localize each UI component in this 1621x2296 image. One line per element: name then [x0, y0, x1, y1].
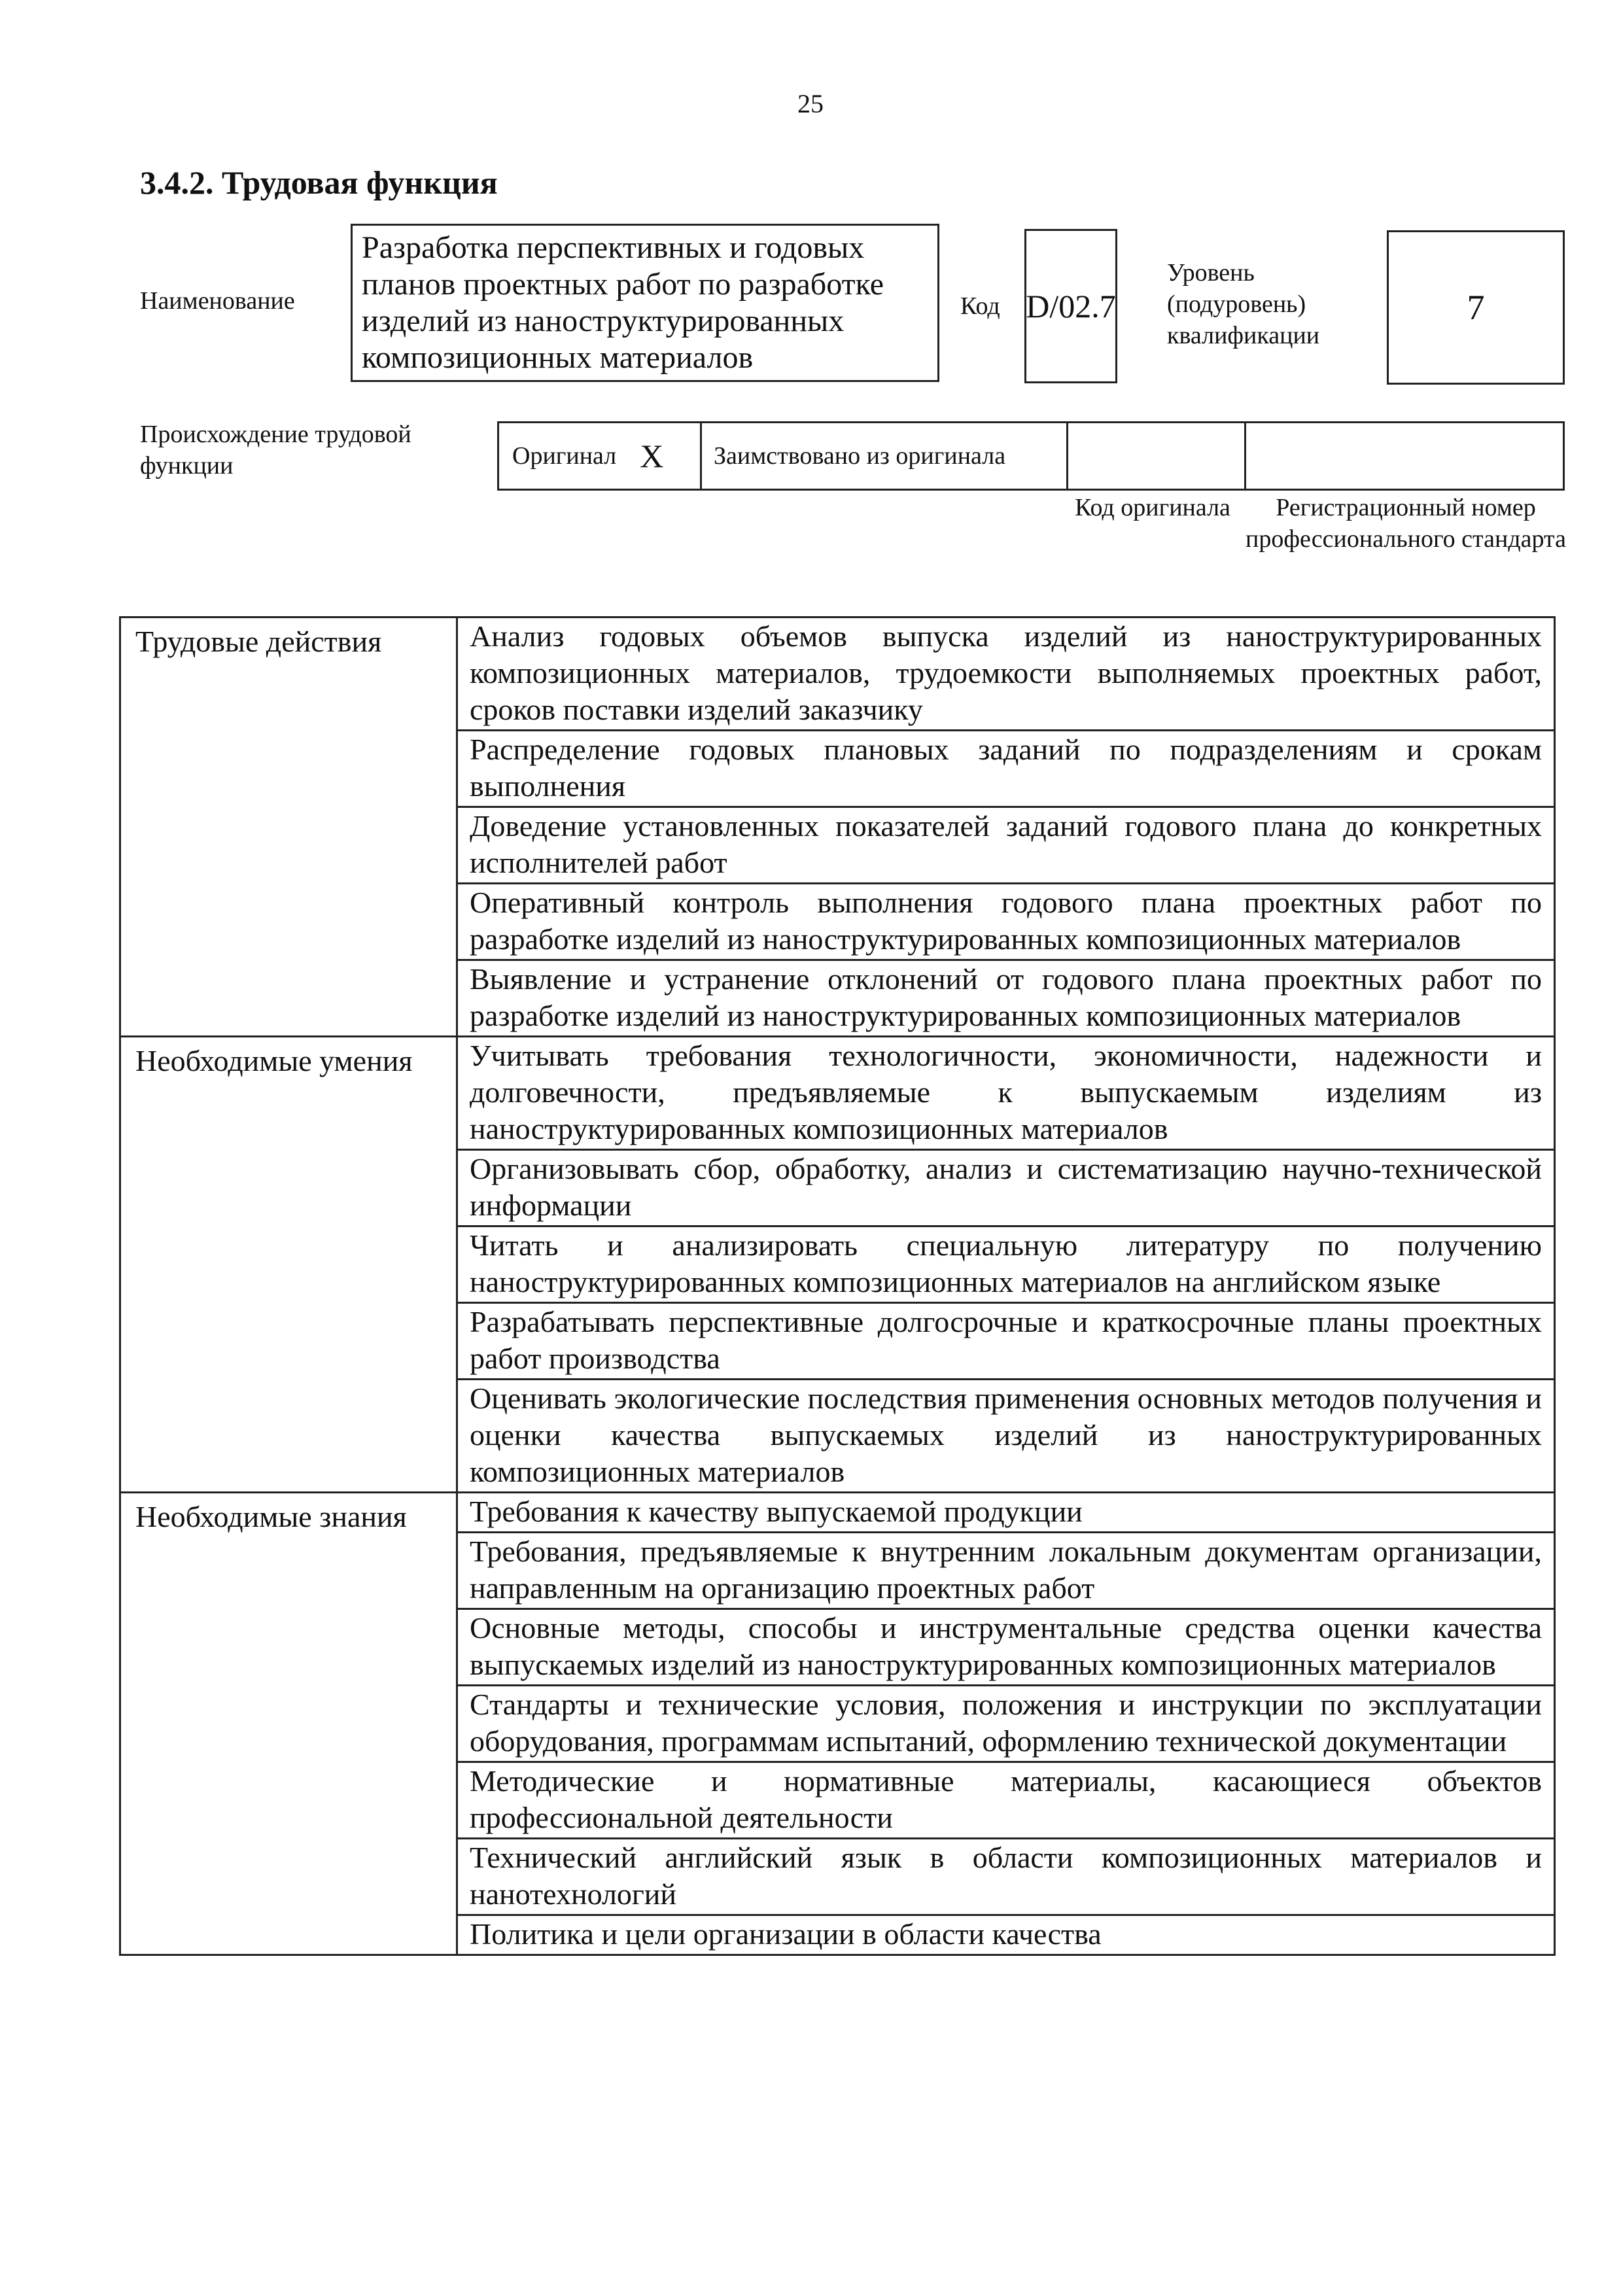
level-value: 7 — [1467, 288, 1485, 327]
origin-row — [497, 421, 1565, 491]
code-caption: Код оригинала — [1075, 494, 1230, 521]
table-row — [120, 1037, 1555, 1150]
table-cell: Оперативный контроль выполнения годового плана проектных работ по разработке изделий из наноструктурированных композиционных материалов — [457, 884, 1555, 960]
function-name-box — [351, 224, 939, 382]
section-title-cell: Трудовые действия — [120, 617, 457, 1037]
table-cell: Распределение годовых плановых заданий по подразделениям и срокам выполнения — [457, 731, 1555, 807]
code-box — [1024, 229, 1117, 383]
table-row — [120, 617, 1555, 731]
table-row — [120, 1493, 1555, 1533]
origin-borrowed-cell — [702, 423, 1068, 489]
table-cell: Читать и анализировать специальную литературу по получению наноструктурированных композиционных материалов на английском языке — [457, 1226, 1555, 1303]
name-label: Наименование — [140, 287, 295, 315]
table-cell: Анализ годовых объемов выпуска изделий из наноструктурированных композиционных материалов, трудоемкости выполняемых проектных работ, сроков поставки изделий заказчику — [457, 617, 1555, 731]
origin-original-cell — [499, 423, 702, 489]
code-value: D/02.7 — [1026, 288, 1116, 324]
reg-caption: Регистрационный номер профессионального стандарта — [1246, 494, 1566, 553]
function-name-value: Разработка перспективных и годовых планов проектных работ по разработке изделий из наноструктурированных композиционных материалов — [362, 230, 884, 375]
level-box — [1387, 230, 1565, 385]
table-cell: Требования к качеству выпускаемой продукции — [457, 1493, 1555, 1533]
table-cell: Технический английский язык в области композиционных материалов и нанотехнологий — [457, 1839, 1555, 1915]
origin-label: Происхождение трудовой функции — [140, 421, 411, 479]
table-cell: Оценивать экологические последствия применения основных методов получения и оценки качества выпускаемых изделий из наноструктурированных композиционных материалов — [457, 1380, 1555, 1493]
section-title-cell: Необходимые умения — [120, 1037, 457, 1493]
section-title-cell: Необходимые знания — [120, 1493, 457, 1955]
table-cell: Методические и нормативные материалы, касающиеся объектов профессиональной деятельности — [457, 1762, 1555, 1839]
table-cell: Требования, предъявляемые к внутренним локальным документам организации, направленным на организацию проектных работ — [457, 1533, 1555, 1609]
origin-code-cell — [1068, 423, 1246, 489]
origin-reg-cell — [1246, 423, 1563, 489]
table-cell: Учитывать требования технологичности, экономичности, надежности и долговечности, предъявляемые к выпускаемым изделиям из наноструктурированных композиционных материалов — [457, 1037, 1555, 1150]
section-title: 3.4.2. Трудовая функция — [140, 164, 498, 201]
borrowed-label: Заимствовано из оригинала — [714, 442, 1006, 470]
table-cell: Стандарты и технические условия, положения и инструкции по эксплуатации оборудования, программам испытаний, оформлению технической документации — [457, 1686, 1555, 1762]
code-label: Код — [960, 292, 1000, 320]
table-cell: Политика и цели организации в области качества — [457, 1915, 1555, 1955]
labor-function-table — [119, 616, 1556, 1956]
table-cell: Выявление и устранение отклонений от годового плана проектных работ по разработке изделий из наноструктурированных композиционных материалов — [457, 960, 1555, 1037]
level-label: Уровень (подуровень) квалификации — [1167, 259, 1320, 349]
original-mark: X — [640, 438, 664, 474]
table-cell: Доведение установленных показателей заданий годового плана до конкретных исполнителей работ — [457, 807, 1555, 884]
original-label: Оригинал — [512, 442, 617, 470]
page-number: 25 — [797, 89, 824, 118]
table-cell: Организовывать сбор, обработку, анализ и систематизацию научно-технической информации — [457, 1150, 1555, 1226]
table-cell: Разрабатывать перспективные долгосрочные и краткосрочные планы проектных работ производства — [457, 1303, 1555, 1380]
table-cell: Основные методы, способы и инструментальные средства оценки качества выпускаемых изделий из наноструктурированных композиционных материалов — [457, 1609, 1555, 1686]
